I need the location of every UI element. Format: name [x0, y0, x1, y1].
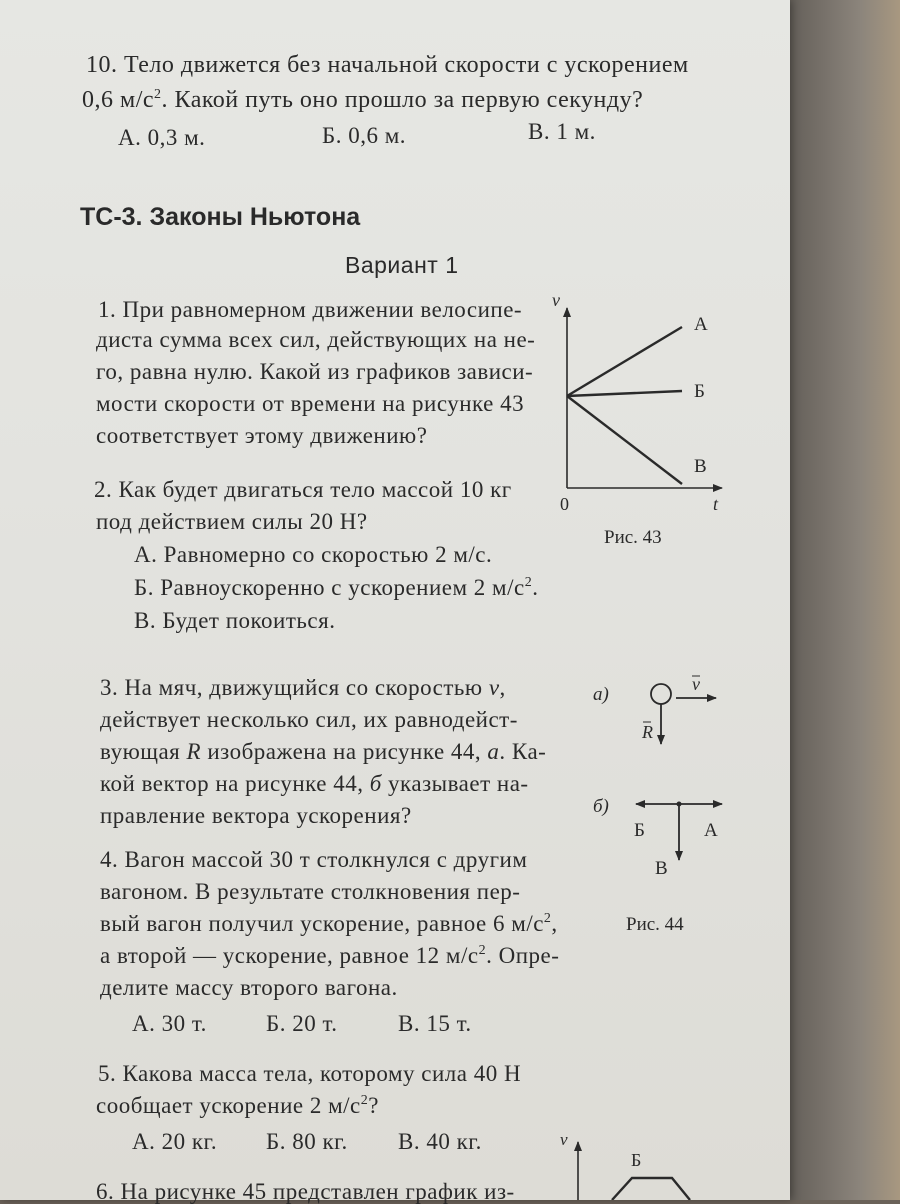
fig43-label-a: А — [694, 314, 708, 335]
q3-line4: кой вектор на рисунке 44, б указывает на- — [100, 771, 529, 796]
figure-44a — [593, 674, 716, 744]
q2-answer-a: А. Равномерно со скоростью 2 м/с. — [134, 542, 493, 567]
fig44-caption: Рис. 44 — [626, 914, 684, 935]
fig43-line-a — [567, 327, 682, 396]
q5-answer-a: А. 20 кг. — [132, 1129, 218, 1154]
q10-answer-b: Б. 0,6 м. — [322, 123, 407, 148]
q4-line1: 4. Вагон массой 30 т столкнулся с другим — [100, 847, 528, 872]
fig44-resultant-label: R — [642, 722, 653, 742]
q10-line1: 10. Тело движется без начальной скорости с ускорением — [86, 52, 689, 78]
fig44-label-b: б) — [593, 796, 609, 817]
ball-icon — [651, 684, 671, 704]
q3-line5: правление вектора ускорения? — [100, 803, 412, 828]
q4-answer-c: В. 15 т. — [398, 1011, 472, 1036]
fig45-axis-y-label: v — [560, 1130, 568, 1149]
q10-answer-c: В. 1 м. — [528, 119, 596, 144]
q1-line5: соответствует этому движению? — [96, 423, 428, 448]
fig45-label-b: Б — [631, 1150, 642, 1170]
q2-line1: 2. Как будет двигаться тело массой 10 кг — [94, 477, 512, 502]
q3-line2: действует несколько сил, их равнодейст- — [100, 707, 518, 732]
fig43-label-b: Б — [694, 381, 705, 402]
fig43-axis-x-label: t — [713, 494, 719, 514]
q1-line3: го, равна нулю. Какой из графиков зависи- — [96, 359, 534, 384]
fig43-caption: Рис. 43 — [604, 527, 662, 548]
figure-44b — [593, 796, 722, 935]
fig44-arrow-b-label: Б — [634, 820, 645, 841]
q4-line3: вый вагон получил ускорение, равное 6 $м/с^2$, — [100, 911, 558, 936]
q1-line1: 1. При равномерном движении велосипе- — [98, 297, 523, 322]
q4-line5: делите массу второго вагона. — [100, 975, 398, 1000]
q3-line3: вующая R изображена на рисунке 44, а. Ка- — [100, 739, 547, 764]
q5-answer-b: Б. 80 кг. — [266, 1129, 348, 1154]
fig43-axis-y-label: v — [552, 290, 560, 310]
section-title: ТС-3. Законы Ньютона — [80, 203, 361, 231]
q4-line4: а второй — ускорение, равное 12 $м/с^2$. Опре- — [100, 943, 560, 968]
q5-answer-c: В. 40 кг. — [398, 1129, 482, 1154]
q10-line2: 0,6 $м/с^2$. Какой путь оно прошло за первую секунду? — [82, 87, 644, 113]
figure-43 — [552, 290, 722, 548]
fig45-graph-line — [612, 1178, 690, 1200]
q1-line2: диста сумма всех сил, действующих на не- — [96, 327, 536, 352]
fig44-arrow-c-label: В — [655, 858, 668, 879]
fig43-line-c — [567, 396, 682, 484]
fig44-velocity-label: v — [692, 674, 700, 694]
q6-line1: 6. На рисунке 45 представлен график из- — [96, 1179, 515, 1204]
q4-line2: вагоном. В результате столкновения пер- — [100, 879, 521, 904]
q2-answer-b: Б. Равноускоренно с ускорением 2 $м/с^2$. — [134, 575, 539, 600]
figure-45 — [560, 1130, 690, 1200]
fig43-line-b — [567, 391, 682, 396]
fig44-arrow-a-label: А — [704, 820, 718, 841]
q2-line2: под действием силы 20 Н? — [96, 509, 368, 534]
q10-answer-a: А. 0,3 м. — [118, 125, 206, 150]
q4-answer-a: А. 30 т. — [132, 1011, 207, 1036]
q3-line1: 3. На мяч, движущийся со скоростью v, — [100, 675, 506, 700]
q5-line2: сообщает ускорение 2 $м/с^2$? — [96, 1093, 379, 1118]
q5-line1: 5. Какова масса тела, которому сила 40 Н — [98, 1061, 522, 1086]
fig43-label-c: В — [694, 456, 707, 477]
q2-answer-c: В. Будет покоиться. — [134, 608, 336, 633]
fig43-origin-label: 0 — [560, 494, 569, 514]
variant-title: Вариант 1 — [345, 252, 459, 278]
q1-line4: мости скорости от времени на рисунке 43 — [96, 391, 525, 416]
fig44-label-a: а) — [593, 684, 609, 705]
q4-answer-b: Б. 20 т. — [266, 1011, 338, 1036]
